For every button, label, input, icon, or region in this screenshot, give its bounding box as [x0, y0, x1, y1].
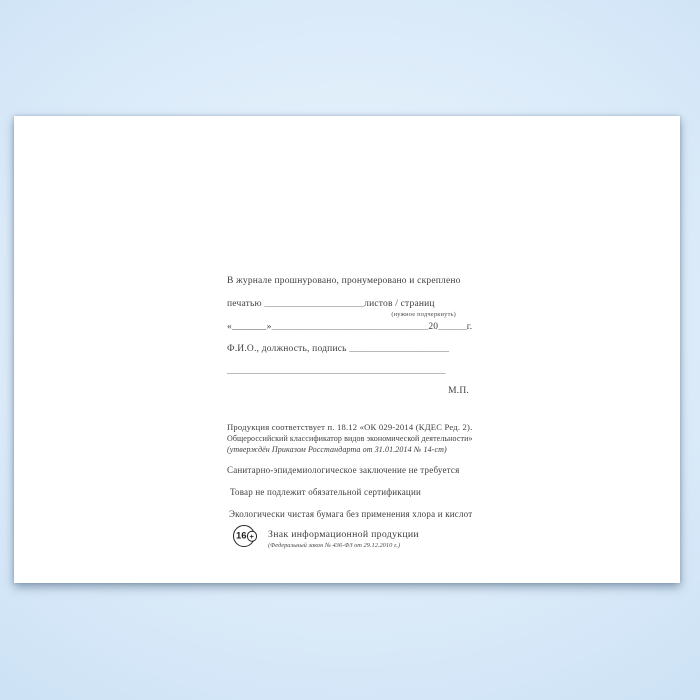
- date-line: [227, 322, 473, 333]
- compliance-line-2: Общероссийский классификатор видов экономической деятельности»: [227, 434, 473, 443]
- underline-applicable-caption: (нужное подчеркнуть): [391, 311, 456, 318]
- extra-signature-blank-line: ______________________________________________: [227, 366, 446, 376]
- date-century-prefix: 20: [428, 322, 439, 332]
- seal-suffix: листов / страниц: [364, 299, 435, 309]
- date-day-quotes: «_______»: [227, 322, 272, 332]
- age-rating-number: 16: [236, 530, 247, 542]
- ecology-note: Экологически чистая бумага без применения хлора и кислот: [229, 509, 473, 519]
- compliance-line-1: Продукция соответствует п. 18.12 «ОК 029-2014 (КДЕС Ред. 2).: [227, 422, 473, 432]
- age-rating-plus-icon: +: [247, 531, 258, 542]
- age-rating-16plus-icon: [233, 525, 255, 547]
- signature-label: Ф.И.О., должность, подпись: [227, 344, 350, 354]
- seal-line: [227, 299, 473, 310]
- stamp-place-abbreviation: М.П.: [448, 386, 469, 396]
- seal-label: печатью: [227, 299, 265, 309]
- date-month-blank: _________________________________: [271, 322, 429, 332]
- certification-note: Товар не подлежит обязательной сертификации: [230, 487, 421, 497]
- information-product-mark-law: (Федеральный закон № 436-ФЗ от 29.12.2010 г.): [268, 542, 401, 549]
- journal-back-cover-page: [14, 116, 680, 583]
- seal-fill-blank: _____________________: [264, 299, 365, 309]
- stitched-statement-line: В журнале прошнуровано, пронумеровано и скреплено: [227, 276, 461, 286]
- signature-line: [227, 344, 473, 355]
- sanitary-note: Санитарно-эпидемиологическое заключение не требуется: [227, 465, 460, 475]
- signature-blank: _____________________: [349, 344, 450, 354]
- compliance-line-3: (утверждён Приказом Росстандарта от 31.01.2014 № 14-ст): [227, 445, 447, 454]
- date-year-suffix: г.: [466, 322, 473, 332]
- date-year-blank: ______: [438, 322, 467, 332]
- information-product-mark-label: Знак информационной продукции: [268, 529, 419, 540]
